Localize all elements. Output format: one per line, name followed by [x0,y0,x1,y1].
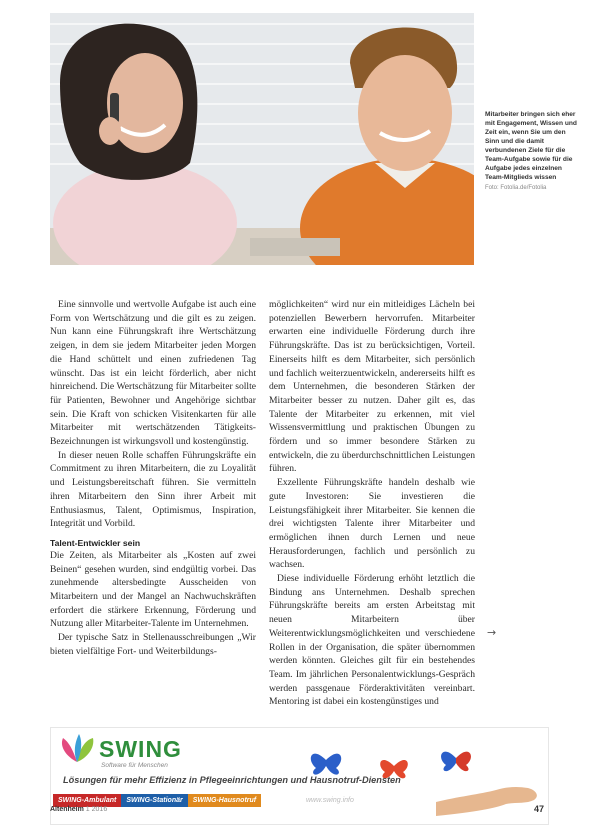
ad-url-link[interactable]: www.swing.info [306,797,354,804]
swing-advertisement[interactable] [50,727,549,825]
ad-tag-stationaer[interactable]: SWING-Stationär [121,794,187,807]
continue-arrow-icon: → [487,626,497,639]
issue-number: 1 2016 [85,806,108,813]
photo-caption [485,110,577,192]
ad-brand-name: SWING [99,736,182,762]
hand-illustration [436,772,546,822]
paragraph: Die Zeiten, als Mitarbeiter als „Kosten auf zwei Beinen“ gesehen wurden, sind endgültig vorbei. Das zunehmende altersbedingte Ausscheiden von Mitarbeitern und der Mangel an Nachwuchskräften erfordert die stärkere Erkennung, Förderung und Nutzung aller Mitarbeiter-Talente im Unternehmen. [50,549,256,630]
caption-text: Mitarbeiter bringen sich eher mit Engagement, Wissen und Zeit ein, wenn Sie um den Sinn und die damit verbundenen Ziele für die Team-Aufgabe sowie für die Aufgabe jedes einzelnen Team-Mitglieds wissen [485,111,577,181]
swing-logo-icon [57,732,97,768]
page-number: 47 [534,804,545,814]
ad-headline: Lösungen für mehr Effizienz in Pflegeeinrichtungen und Hausnotruf-Diensten [63,775,401,785]
ad-tag-hausnotruf[interactable]: SWING-Hausnotruf [188,794,261,807]
magazine-name: Altenheim [50,806,84,813]
section-heading: Talent-Entwickler sein [50,537,141,548]
photo-credit: Foto: Fotolia.de/Fotolia [485,185,547,191]
text-column-right [269,298,475,709]
paragraph: Der typische Satz in Stellenausschreibungen „Wir bieten vielfältige Fort- und Weiterbildungs- [50,632,256,657]
paragraph: Exzellente Führungskräfte handeln deshalb wie gute Investoren: Sie investieren die Leistungsfähigkeit ihrer Mitarbeiter. Sie kennen die drei wichtigsten Talente ihrer Mitarbeiter und ermöglichen ihnen durch Lernen und neue Herausforderungen, fachlich und persönlich zu wachsen. [269,477,475,571]
ad-tag-ambulant[interactable]: SWING-Ambulant [53,794,121,807]
photo-illustration [50,13,474,265]
article-photo [50,13,474,265]
ad-slogan: Software für Menschen [101,762,168,769]
paragraph: Eine sinnvolle und wertvolle Aufgabe ist auch eine Form von Wertschätzung und die gilt es zu zeigen. Nun kann eine Führungskraft ihre Wertschätzung zeigen, in dem sie jedem Mitarbeiter jeden Morgen die Hand schüttelt und einen zufriedenen Tag wünscht. Das ist ein leicht förderlich, aber nicht hinreichend. Die Wertschätzung für Mitarbeiter sollte für Patienten, Bewohner und Angehörige sichtbar sein. Die Kraft von schicken Visitenkarten für alle Mitarbeiter mit wertschätzenden Tätigkeits-Bezeichnungen ist wirkungsvoll und kostengünstig. [50,299,256,448]
paragraph: In dieser neuen Rolle schaffen Führungskräfte ein Commitment zu ihren Mitarbeitern, die zu Loyalität und Leistungsbereitschaft führen. Sie vermitteln ihren Mitarbeitern den Sinn ihrer Arbeit mit Enthusiasmus, Talent, Optimismus, Inspiration, Integrität und Vorbild. [50,449,256,530]
text-column-left [50,298,256,659]
paragraph: möglichkeiten“ wird nur ein mitleidiges Lächeln bei potenziellen Bewerbern hervorrufen. Mitarbeiter erwarten eine individuelle Förderung durch ihre Führungskräfte. Das ist zu berücksichtigen, Vorteil. Einerseits hilft es dem Mitarbeiter, sich persönlich und fachlich weiterzuentwickeln, andererseits hilft es dem Unternehmen, die besonderen Stärken der Mitarbeiter besser zu nutzen. Daher gilt es, das Talente der Mitarbeiter zu erkennen, mit viel Wissensvermittlung und praktischen Übungen zu fördern und so immer besondere Stärken zu entwickeln, die zu überdurchschnittlichen Leistungen führen. [269,299,475,475]
footer-magazine [50,806,107,813]
paragraph: Diese individuelle Förderung erhöht letztlich die Bindung ans Unternehmen. Deshalb sprechen Führungskräfte bereits am ersten Arbeitstag mit neuen Mitarbeitern über Weiterentwicklungsmöglichkeiten und verschiedene Rollen in der Organisation, die später übernommen werden könnten. Gleiches gilt für ein bestehendes Team. Im jährlichen Personalentwicklungs-Gespräch werden passgenaue Förderaktivitäten vereinbart. Mentoring ist dabei ein kostengünstiges und [269,573,475,708]
